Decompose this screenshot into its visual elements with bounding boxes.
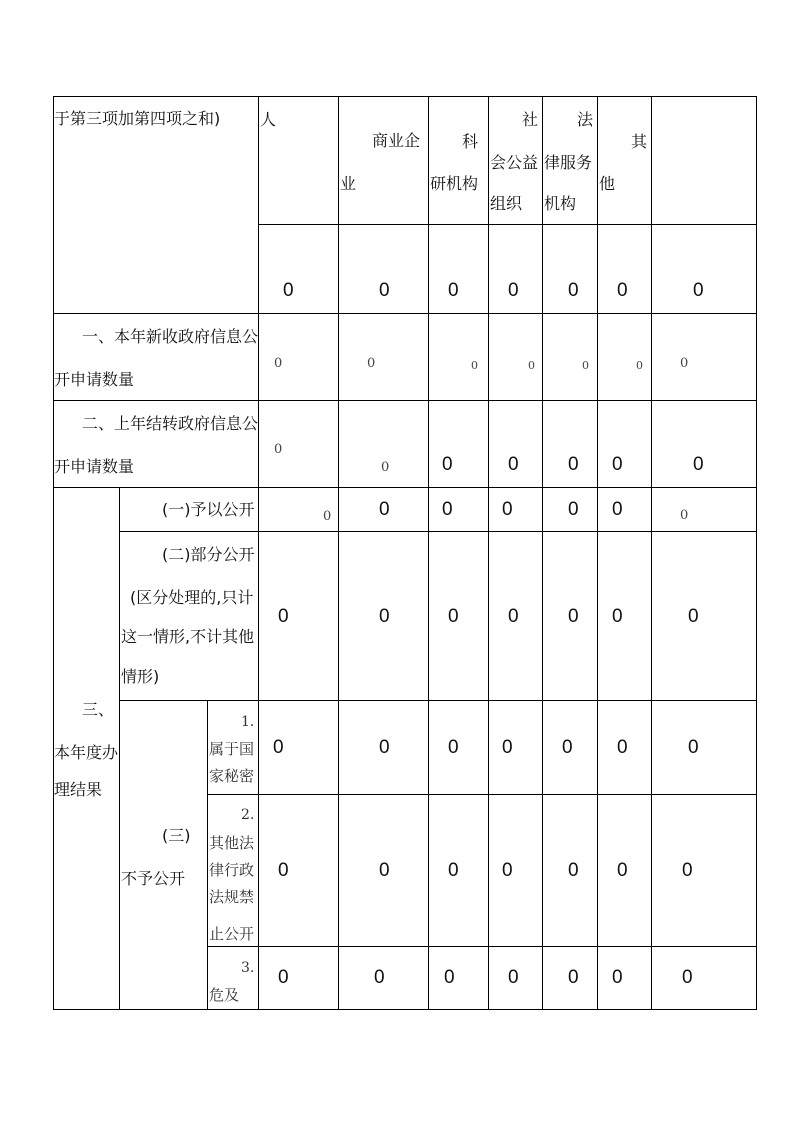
table-border-right [756, 96, 757, 1010]
carry-value-sum: 0 [693, 454, 704, 475]
r2-value-sum: 0 [688, 606, 699, 627]
r3c-number: 3. [241, 960, 255, 976]
r2-label-cont: (区分处理的,只计 [130, 588, 254, 607]
r3a-value-other: 0 [617, 737, 628, 758]
total-value-sum: 0 [693, 280, 704, 301]
r3b-number: 2. [241, 807, 255, 823]
total-value-person: 0 [283, 280, 294, 301]
r3a-label-cont: 家秘密 [209, 767, 255, 785]
col-header-social: 社 [522, 110, 539, 129]
r3b-label: 其他法 [209, 834, 255, 852]
r2-value-business: 0 [379, 606, 390, 627]
total-value-social: 0 [508, 280, 519, 301]
table-rule [488, 96, 489, 1010]
table-border-left [53, 96, 54, 1010]
r3b-label-cont: 律行政 [209, 861, 255, 879]
header-row-label: 于第三项加第四项之和) [54, 109, 221, 128]
new-value-person: 0 [274, 356, 283, 371]
r3b-value-business: 0 [379, 860, 390, 881]
r3b-value-social: 0 [502, 860, 513, 881]
r3b-label-cont2: 法规禁 [209, 888, 255, 906]
col-header-research-cont: 研机构 [430, 174, 479, 193]
r3b-value-research: 0 [448, 860, 459, 881]
table-rule [258, 96, 259, 1010]
new-value-legal: 0 [582, 359, 589, 372]
r2-value-research: 0 [448, 606, 459, 627]
total-value-business: 0 [379, 280, 390, 301]
table-rule [597, 96, 598, 1010]
r3-label-cont: 不予公开 [121, 869, 186, 888]
carry-value-business: 0 [381, 460, 390, 475]
r2-label: (二)部分公开 [162, 545, 255, 564]
section3-label-cont2: 理结果 [54, 780, 103, 799]
col-header-other-cont: 他 [599, 174, 616, 193]
col-header-business: 商业企 [372, 131, 421, 150]
table-rule [258, 224, 757, 225]
total-value-legal: 0 [568, 280, 579, 301]
r1-value-research: 0 [442, 499, 453, 520]
row-carry-label: 二、上年结转政府信息公 [82, 414, 259, 433]
col-header-business-cont: 业 [340, 174, 357, 193]
new-value-research: 0 [471, 359, 478, 372]
section3-label: 三、 [82, 700, 115, 719]
r1-value-person: 0 [323, 509, 332, 524]
section3-label-cont: 本年度办 [54, 743, 119, 762]
total-value-research: 0 [448, 280, 459, 301]
r3a-value-research: 0 [448, 737, 459, 758]
table-rule [207, 946, 757, 947]
table-rule [207, 794, 757, 795]
r1-value-legal: 0 [568, 499, 579, 520]
r2-label-cont2: 这一情形,不计其他 [121, 627, 255, 646]
r3a-value-legal: 0 [562, 737, 573, 758]
r2-value-person: 0 [278, 606, 289, 627]
r3a-number: 1. [241, 714, 255, 730]
table-rule [428, 96, 429, 1010]
r2-value-social: 0 [508, 606, 519, 627]
new-value-social: 0 [528, 359, 535, 372]
col-header-legal: 法 [577, 110, 594, 129]
r2-value-other: 0 [612, 606, 623, 627]
new-value-sum: 0 [680, 356, 689, 371]
r1-value-social: 0 [502, 499, 513, 520]
r3b-value-legal: 0 [568, 860, 579, 881]
r3c-value-other: 0 [612, 967, 623, 988]
r3c-value-social: 0 [508, 967, 519, 988]
r3b-value-sum: 0 [682, 860, 693, 881]
table-rule [651, 96, 652, 1010]
row-carry-label-cont: 开申请数量 [54, 457, 135, 476]
r3c-value-sum: 0 [682, 967, 693, 988]
table-rule [119, 700, 757, 701]
r3a-value-social: 0 [502, 737, 513, 758]
r1-value-business: 0 [379, 499, 390, 520]
r3b-value-other: 0 [617, 860, 628, 881]
carry-value-person: 0 [274, 442, 283, 457]
row-new-label: 一、本年新收政府信息公 [82, 327, 259, 346]
r3c-value-business: 0 [374, 967, 385, 988]
r3c-label: 危及 [209, 986, 240, 1004]
r3a-value-business: 0 [379, 737, 390, 758]
r2-label-cont3: 情形) [121, 667, 160, 686]
table-rule [119, 487, 120, 1010]
r3a-value-sum: 0 [688, 737, 699, 758]
r3-label: (三) [162, 826, 191, 845]
carry-value-research: 0 [442, 454, 453, 475]
col-header-research: 科 [462, 132, 479, 151]
r3c-value-legal: 0 [568, 967, 579, 988]
r3a-label: 属于国 [209, 740, 255, 758]
r3c-value-research: 0 [444, 967, 455, 988]
col-header-legal-cont2: 机构 [544, 194, 577, 213]
carry-value-legal: 0 [568, 454, 579, 475]
r3b-label-cont3: 止公开 [209, 925, 255, 943]
r1-value-other: 0 [612, 499, 623, 520]
table-rule [338, 96, 339, 1010]
carry-value-social: 0 [508, 454, 519, 475]
r1-value-sum: 0 [680, 508, 689, 523]
carry-value-other: 0 [612, 454, 623, 475]
row-new-label-cont: 开申请数量 [54, 370, 135, 389]
col-header-person: 人 [260, 110, 277, 129]
col-header-social-cont: 会公益 [490, 153, 539, 172]
new-value-business: 0 [367, 356, 376, 371]
col-header-social-cont2: 组织 [490, 194, 523, 213]
table-rule [542, 96, 543, 1010]
r3c-value-person: 0 [278, 967, 289, 988]
r3a-value-person: 0 [273, 737, 284, 758]
total-value-other: 0 [617, 280, 628, 301]
r3b-value-person: 0 [278, 860, 289, 881]
r2-value-legal: 0 [568, 606, 579, 627]
r1-label: (一)予以公开 [162, 500, 255, 519]
new-value-other: 0 [636, 359, 643, 372]
col-header-legal-cont: 律服务 [544, 153, 593, 172]
col-header-other: 其 [631, 132, 648, 151]
table-rule [207, 700, 208, 1010]
table-rule [119, 531, 757, 532]
